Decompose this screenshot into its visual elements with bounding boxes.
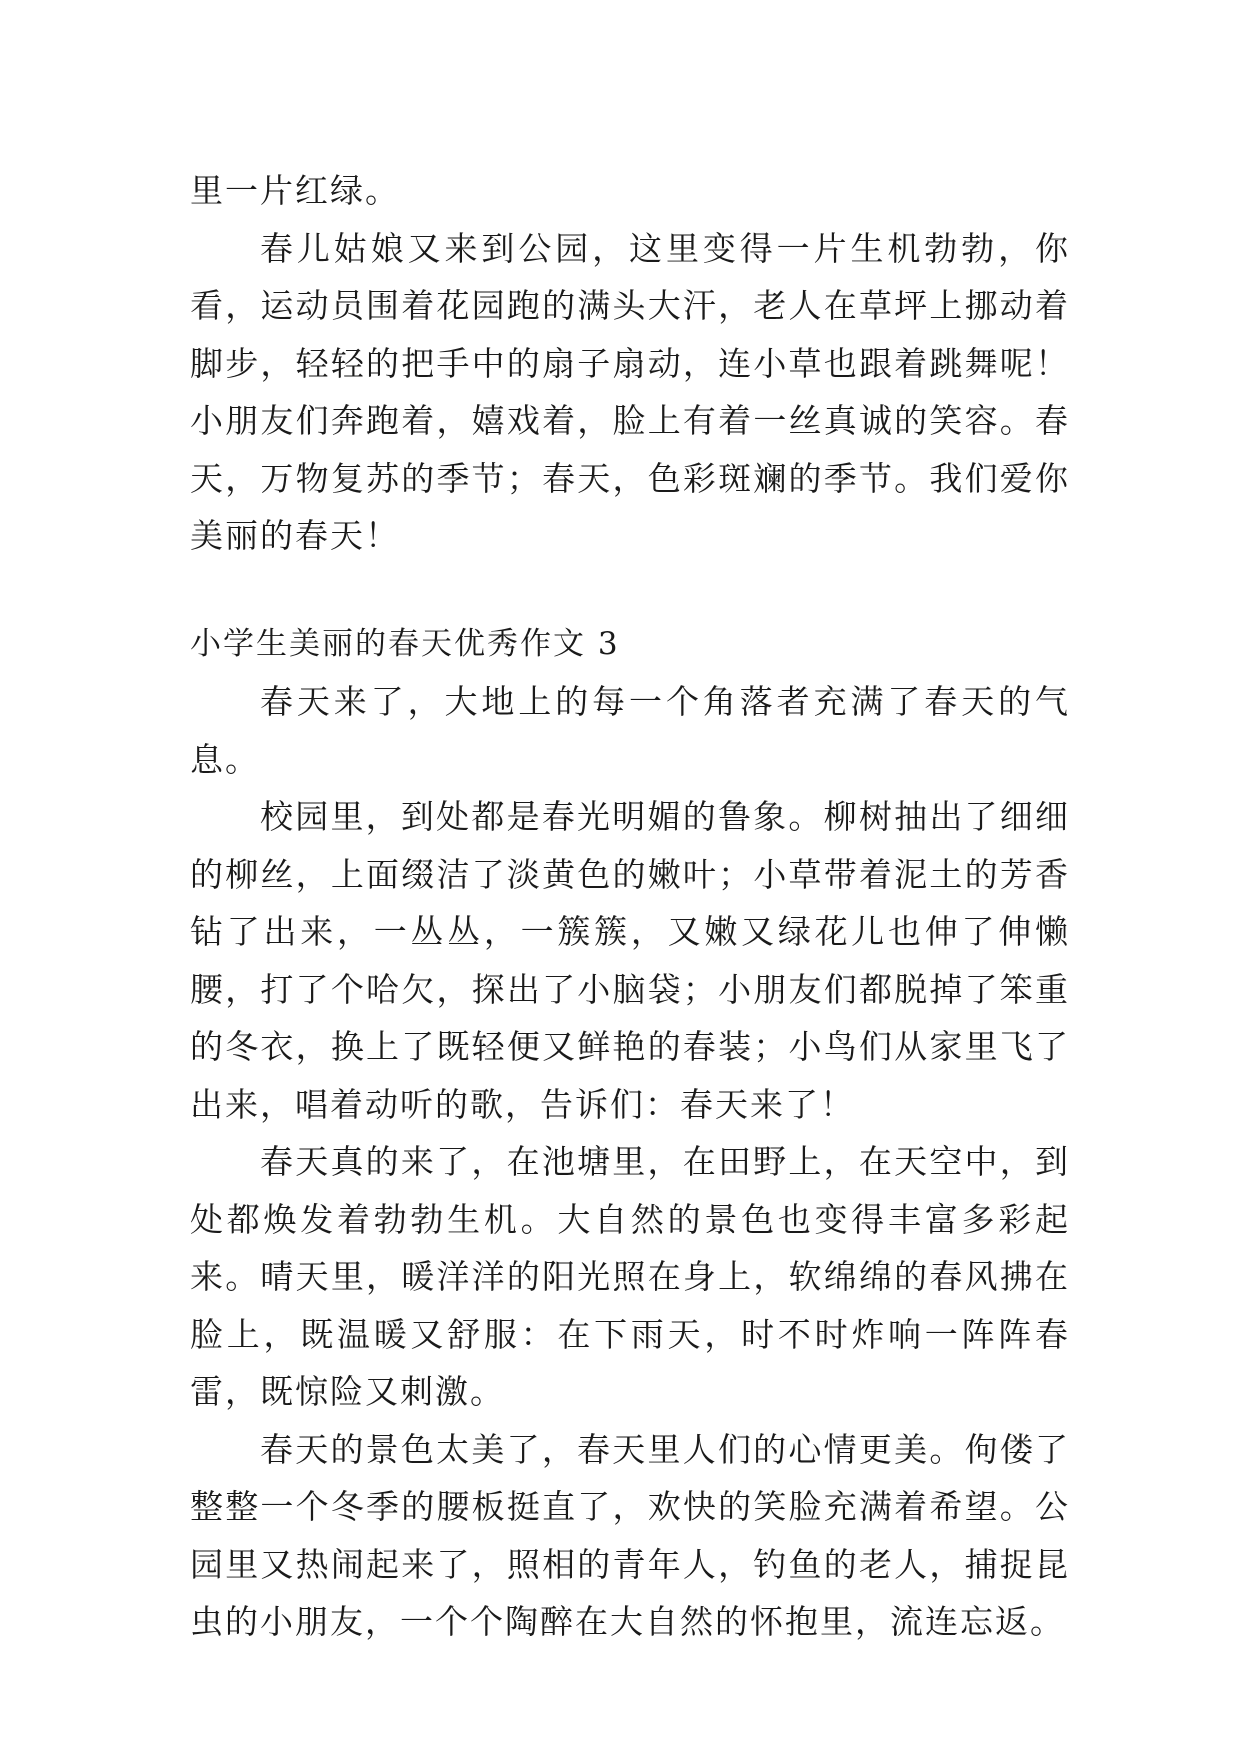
paragraph-spring-arrives: 春天来了，大地上的每一个角落者充满了春天的气息。 (190, 682, 1070, 779)
section-title: 小学生美丽的春天优秀作文 3 (190, 625, 620, 662)
paragraph-park: 春儿姑娘又来到公园，这里变得一片生机勃勃，你看，运动员围着花园跑的满头大汗，老人在草坪上挪动着脚步，轻轻的把手中的扇子扇动，连小草也跟着跳舞呢！小朋友们奔跑着，嬉戏着，脸上有着一丝真诚的笑容。春天，万物复苏的季节；春天，色彩斑斓的季节。我们爱你美丽的春天！ (190, 228, 1070, 555)
section-gap (190, 565, 1070, 616)
paragraph-continuation: 里一片红绿。 (190, 171, 400, 210)
paragraph-campus: 校园里，到处都是春光明媚的鲁象。柳树抽出了细细的柳丝，上面缀洁了淡黄色的嫩叶；小草带着泥土的芳香钻了出来，一丛丛，一簇簇，又嫩又绿花儿也伸了伸懒腰，打了个哈欠，探出了小脑袋；小朋友们都脱掉了笨重的冬衣，换上了既轻便又鲜艳的春装；小鸟们从家里飞了出来，唱着动听的歌，告诉们：春天来了！ (190, 797, 1070, 1124)
document-body (190, 162, 1070, 1651)
paragraph-nature: 春天真的来了，在池塘里，在田野上，在天空中，到处都焕发着勃勃生机。大自然的景色也变得丰富多彩起来。晴天里，暖洋洋的阳光照在身上，软绵绵的春风拂在脸上，既温暖又舒服：在下雨天，时不时炸响一阵阵春雷，既惊险又刺激。 (190, 1142, 1070, 1411)
paragraph-people: 春天的景色太美了，春天里人们的心情更美。佝偻了整整一个冬季的腰板挺直了，欢快的笑脸充满着希望。公园里又热闹起来了，照相的青年人，钓鱼的老人，捕捉昆虫的小朋友，一个个陶醉在大自然的怀抱里，流连忘返。 (190, 1429, 1070, 1641)
